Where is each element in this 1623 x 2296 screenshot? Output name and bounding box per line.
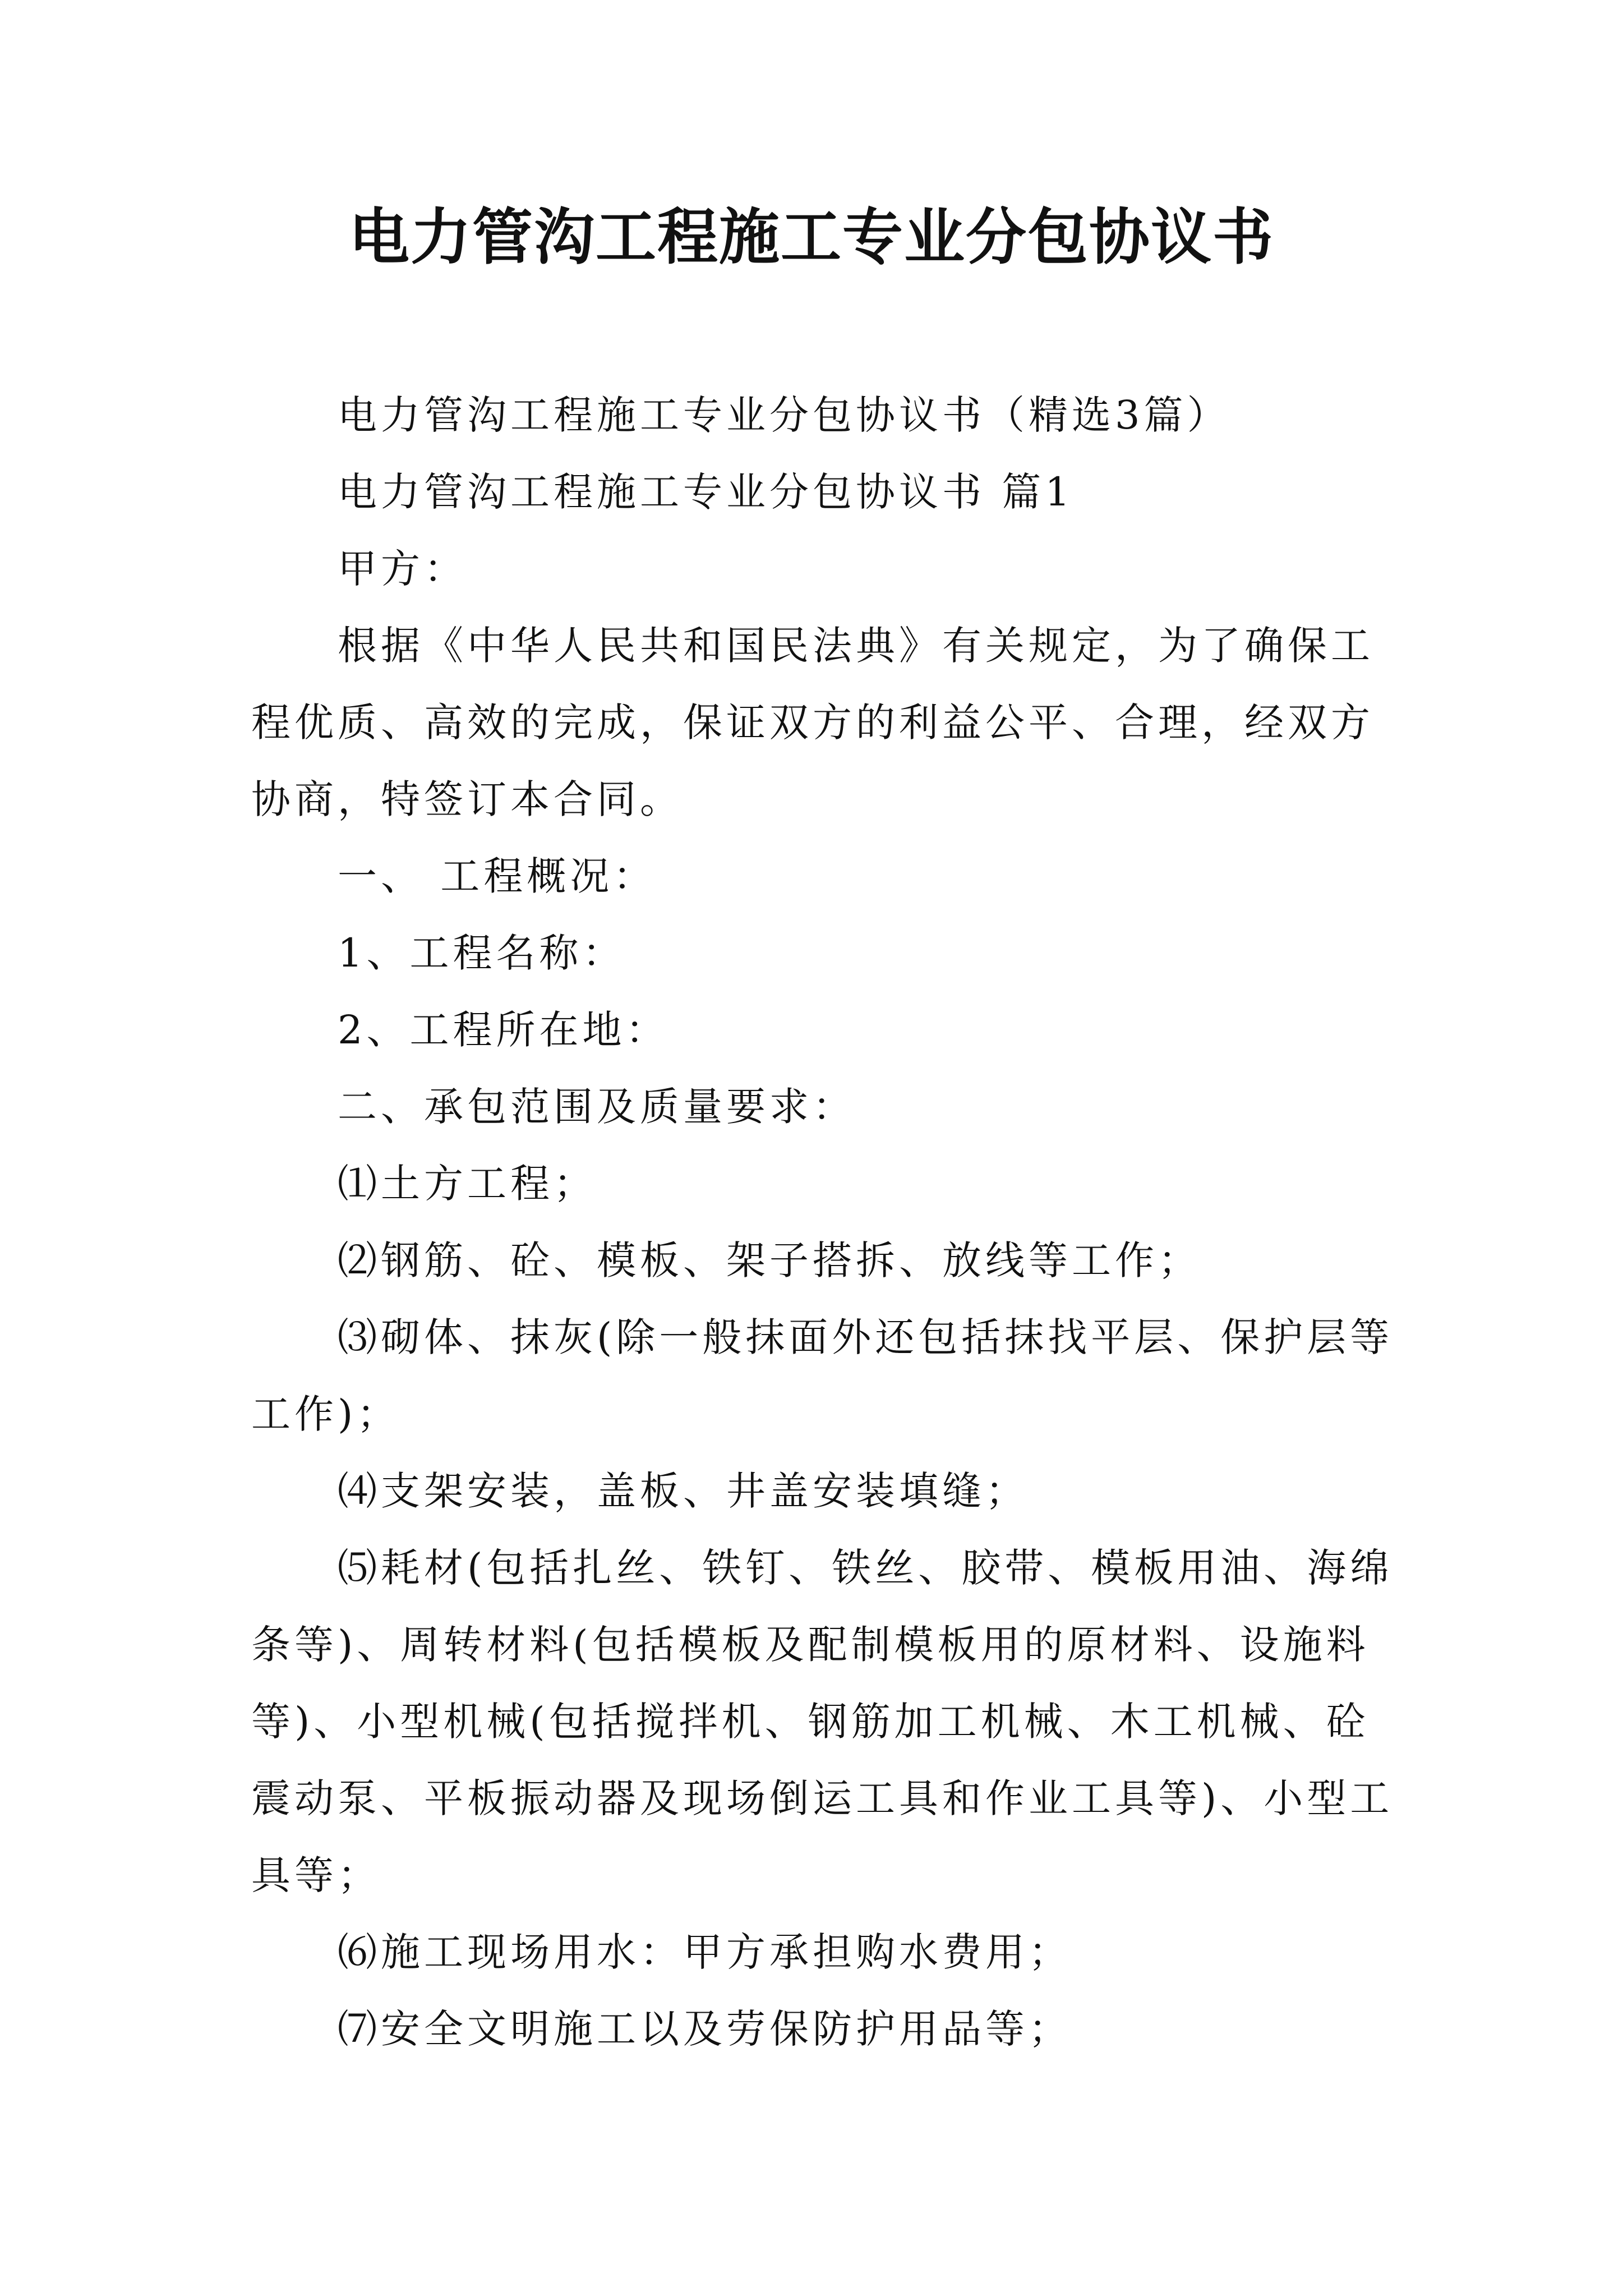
document-body bbox=[251, 377, 1395, 2068]
paragraph-subtitle: 电力管沟工程施工专业分包协议书（精选3篇） bbox=[338, 392, 1230, 438]
paragraph-section-heading: 电力管沟工程施工专业分包协议书 篇1 bbox=[338, 469, 1074, 515]
paragraph-preamble: 根据《中华人民共和国民法典》有关规定，为了确保工程优质、高效的完成，保证双方的利益公平、合理，经双方协商，特签订本合同。 bbox=[251, 623, 1374, 822]
paragraph-party-a: 甲方： bbox=[338, 546, 467, 592]
paragraph-item-6: ⑹施工现场用水：甲方承担购水费用； bbox=[338, 1929, 1072, 1975]
paragraph-clause-1: 一、 工程概况： bbox=[338, 853, 657, 899]
paragraph-project-location: 2、工程所在地： bbox=[338, 1007, 669, 1053]
document-title: 电力管沟工程施工专业分包协议书 bbox=[348, 202, 1274, 273]
paragraph-item-3: ⑶砌体、抹灰(除一般抹面外还包括抹找平层、保护层等工作)； bbox=[251, 1314, 1394, 1437]
paragraph-project-name: 1、工程名称： bbox=[338, 930, 626, 976]
paragraph-item-2: ⑵钢筋、砼、模板、架子搭拆、放线等工作； bbox=[338, 1237, 1201, 1283]
paragraph-item-5: ⑸耗材(包括扎丝、铁钉、铁丝、胶带、模板用油、海绵条等)、周转材料(包括模板及配制模板用的原材料、设施料等)、小型机械(包括搅拌机、钢筋加工机械、木工机械、砼震动泵、平板振动器及现场倒运工具和作业工具等)、小型工具等； bbox=[251, 1545, 1394, 1898]
paragraph-item-1: ⑴土方工程； bbox=[338, 1161, 597, 1207]
paragraph-clause-2: 二、承包范围及质量要求： bbox=[338, 1084, 856, 1130]
paragraph-item-4: ⑷支架安装，盖板、井盖安装填缝； bbox=[338, 1468, 1029, 1514]
paragraph-item-7: ⑺安全文明施工以及劳保防护用品等； bbox=[338, 2006, 1072, 2052]
